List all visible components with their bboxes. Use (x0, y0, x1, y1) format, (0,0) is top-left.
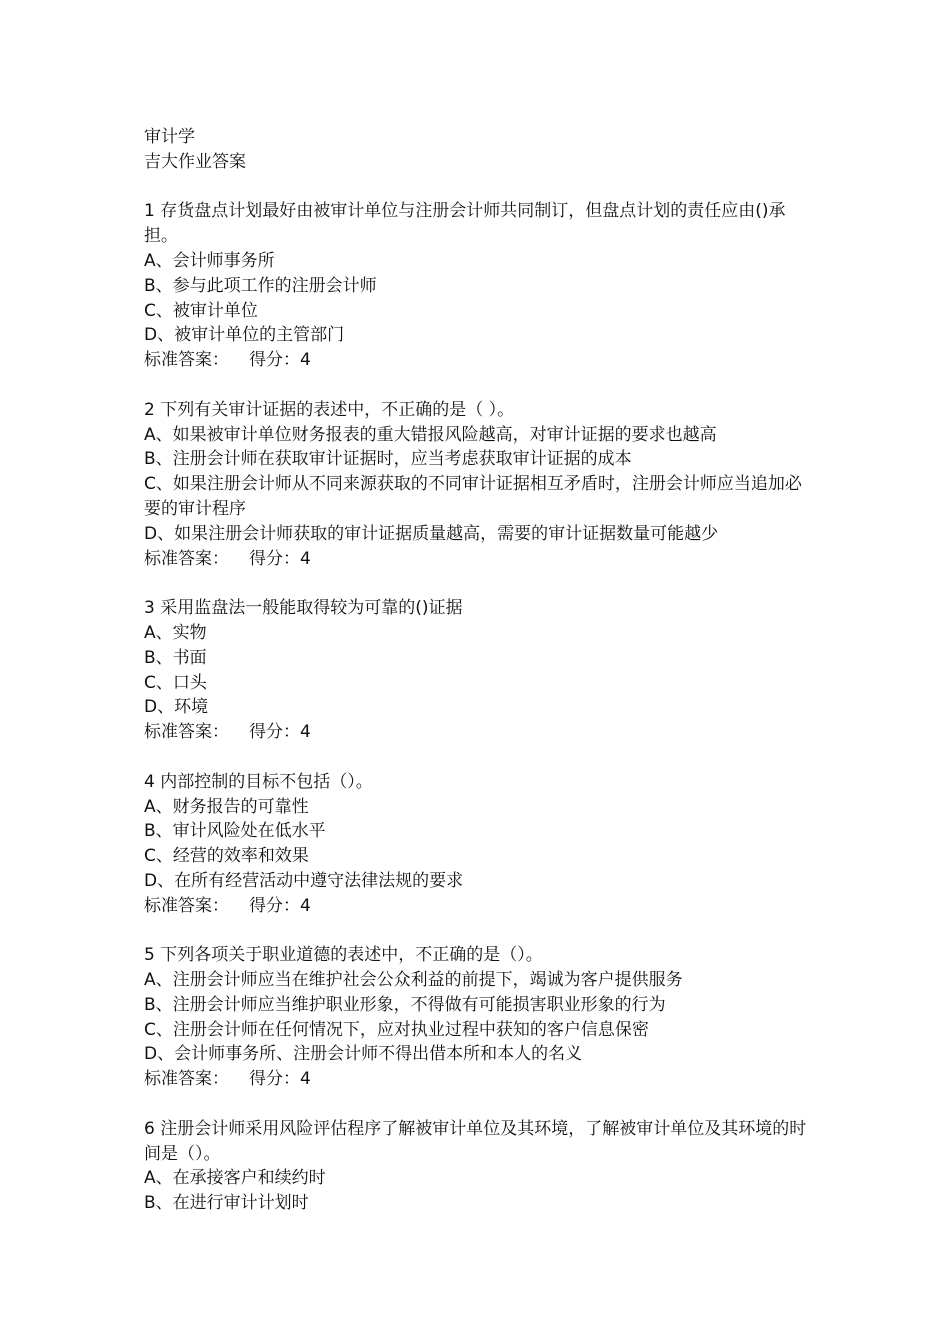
question-3 (144, 596, 814, 745)
option-d: D、环境 (144, 697, 209, 718)
spacer (144, 175, 814, 200)
answer-label: 标准答案： (144, 895, 229, 916)
question-stem: 4 内部控制的目标不包括（）。 (144, 771, 373, 792)
answer-label: 标准答案： (144, 548, 229, 569)
question-stem: 5 下列各项关于职业道德的表述中，不正确的是（）。 (144, 945, 543, 966)
option-a: A、财务报告的可靠性 (144, 796, 309, 817)
answer-row (144, 348, 814, 373)
spacer (144, 373, 814, 398)
option-b: B、审计风险处在低水平 (144, 821, 326, 842)
spacer (144, 745, 814, 770)
question-4 (144, 770, 814, 919)
question-stem: 2 下列有关审计证据的表述中，不正确的是（ ）。 (144, 399, 515, 420)
document-subtitle: 吉大作业答案 (144, 151, 246, 172)
option-b: B、注册会计师应当维护职业形象，不得做有可能损害职业形象的行为 (144, 994, 666, 1015)
option-d: D、在所有经营活动中遵守法律法规的要求 (144, 870, 464, 891)
option-d: D、如果注册会计师获取的审计证据质量越高，需要的审计证据数量可能越少 (144, 523, 719, 544)
option-a: A、实物 (144, 622, 207, 643)
option-c: C、如果注册会计师从不同来源获取的不同审计证据相互矛盾时，注册会计师应当追加必要的审计程序 (144, 474, 802, 519)
spacer (144, 571, 814, 596)
answer-row (144, 894, 814, 919)
question-5 (144, 943, 814, 1092)
answer-label: 标准答案： (144, 350, 229, 371)
option-b: B、注册会计师在获取审计证据时，应当考虑获取审计证据的成本 (144, 449, 632, 470)
score: 得分：4 (249, 722, 311, 743)
score: 得分：4 (249, 350, 311, 371)
question-2 (144, 398, 814, 572)
question-stem: 1 存货盘点计划最好由被审计单位与注册会计师共同制订，但盘点计划的责任应由()承担。 (144, 201, 786, 247)
option-a: A、注册会计师应当在维护社会公众利益的前提下，竭诚为客户提供服务 (144, 970, 683, 991)
option-a: A、如果被审计单位财务报表的重大错报风险越高，对审计证据的要求也越高 (144, 424, 717, 445)
option-c: C、经营的效率和效果 (144, 846, 309, 867)
spacer (144, 919, 814, 944)
answer-row (144, 1067, 814, 1092)
option-b: B、在进行审计计划时 (144, 1193, 309, 1214)
answer-row (144, 547, 814, 572)
option-b: B、书面 (144, 647, 207, 668)
answer-label: 标准答案： (144, 722, 229, 743)
score: 得分：4 (249, 895, 311, 916)
question-6 (144, 1117, 814, 1216)
option-b: B、参与此项工作的注册会计师 (144, 275, 377, 296)
document-page (144, 125, 814, 1216)
option-c: C、口头 (144, 672, 207, 693)
option-d: D、被审计单位的主管部门 (144, 325, 345, 346)
question-1 (144, 199, 814, 373)
option-a: A、会计师事务所 (144, 250, 275, 271)
question-stem: 3 采用监盘法一般能取得较为可靠的()证据 (144, 598, 463, 619)
question-stem: 6 注册会计师采用风险评估程序了解被审计单位及其环境，了解被审计单位及其环境的时间是（）。 (144, 1118, 807, 1164)
score: 得分：4 (249, 548, 311, 569)
score: 得分：4 (249, 1069, 311, 1090)
document-title: 审计学 (144, 127, 195, 147)
answer-label: 标准答案： (144, 1069, 229, 1090)
option-c: C、被审计单位 (144, 300, 258, 321)
option-d: D、会计师事务所、注册会计师不得出借本所和本人的名义 (144, 1044, 583, 1065)
option-a: A、在承接客户和续约时 (144, 1168, 326, 1189)
answer-row (144, 720, 814, 745)
option-c: C、注册会计师在任何情况下，应对执业过程中获知的客户信息保密 (144, 1019, 649, 1040)
spacer (144, 1092, 814, 1117)
